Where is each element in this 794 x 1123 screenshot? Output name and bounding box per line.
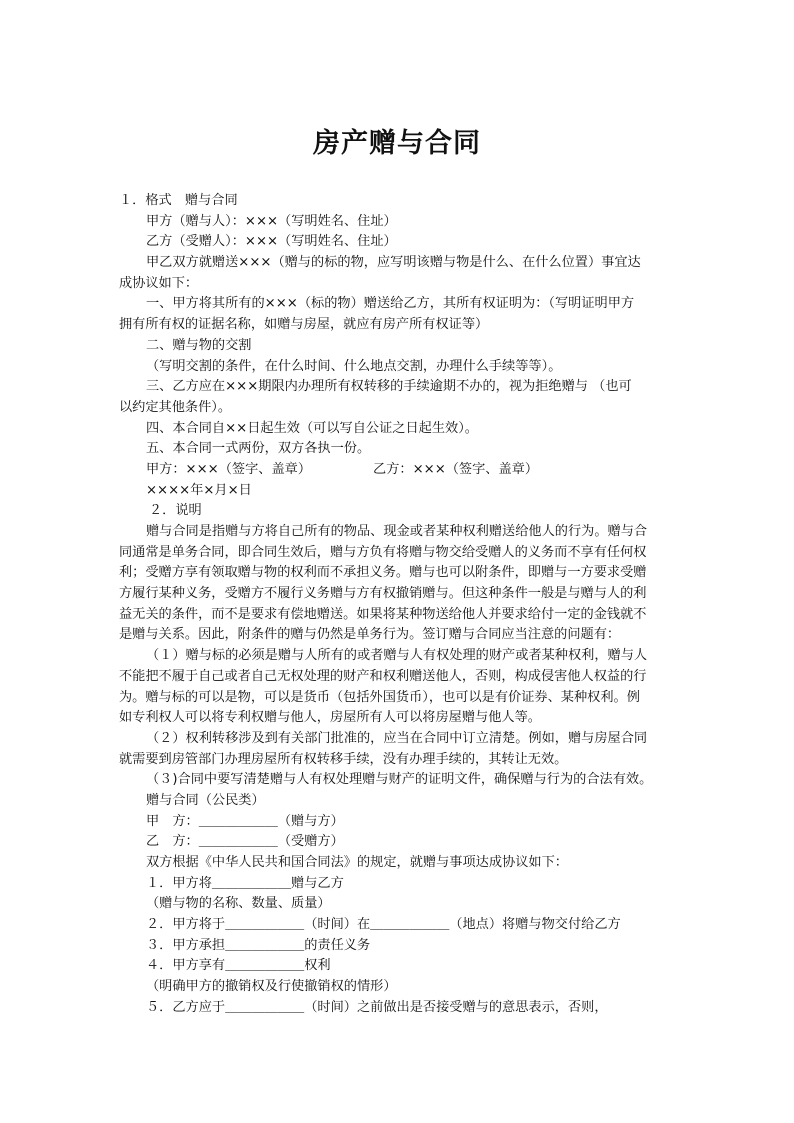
section-heading: ２．说明 <box>149 503 202 519</box>
paragraph-line: 甲乙双方就赠送×××（赠与的标的物，应写明该赠与物是什么、在什么位置）事宜达 <box>146 255 641 271</box>
clause-line: ４．甲方享有＿＿＿＿＿＿权利 <box>146 958 331 974</box>
paragraph-line: 如专利权人可以将专利权赠与他人，房屋所有人可以将房屋赠与他人等。 <box>119 710 541 726</box>
party-b-signature: 乙方：×××（签字、盖章） <box>373 461 539 477</box>
paragraph-line: （２）权利转移涉及到有关部门批准的，应当在合同中订立清楚。例如，赠与房屋合同 <box>146 730 648 746</box>
document-title: 房产赠与合同 <box>313 128 481 159</box>
paragraph-line: （３)合同中要写清楚赠与人有权处理赠与财产的证明文件，确保赠与行为的合法有效。 <box>146 772 653 788</box>
clause-note: （赠与物的名称、数量、质量） <box>146 896 331 912</box>
party-a-signature: 甲方：×××（签字、盖章） <box>146 461 312 477</box>
paragraph-line: 以约定其他条件）。 <box>119 399 232 415</box>
paragraph-line: 二、赠与物的交割 <box>146 337 252 353</box>
paragraph-line: 双方根据《中华人民共和国合同法》的规定，就赠与事项达成协议如下： <box>146 855 568 870</box>
clause-note: （明确甲方的撤销权及行使撤销权的情形） <box>146 979 397 995</box>
paragraph-line: 五、本合同一式两份，双方各执一份。 <box>146 441 371 457</box>
party-line: 乙 方：＿＿＿＿＿＿（受赠方） <box>146 834 344 850</box>
paragraph-line: 赠与合同是指赠与方将自己所有的物品、现金或者某种权利赠送给他人的行为。赠与合 <box>146 524 648 539</box>
clause-line: ３．甲方承担＿＿＿＿＿＿的责任义务 <box>146 937 371 953</box>
paragraph-line: 成协议如下： <box>119 275 199 291</box>
party-line: 甲 方：＿＿＿＿＿＿（赠与方） <box>146 813 344 829</box>
paragraph-line: 利；受赠方享有领取赠与物的权利而不承担义务。赠与也可以附条件，即赠与一方要求受赠 <box>119 565 647 581</box>
paragraph-line: 同通常是单务合同，即合同生效后，赠与方负有将赠与物交给受赠人的义务而不享有任何权 <box>119 544 647 560</box>
section-heading: 赠与合同（公民类） <box>146 792 265 808</box>
clause-line: ２．甲方将于＿＿＿＿＿＿（时间）在＿＿＿＿＿＿（地点）将赠与物交付给乙方 <box>146 917 621 933</box>
document-body <box>119 191 679 1019</box>
paragraph-line: １．格式 赠与合同 <box>119 193 238 208</box>
paragraph-line: 就需要到房管部门办理房屋所有权转移手续，没有办理手续的，其转让无效。 <box>119 751 568 767</box>
paragraph-line: 是赠与关系。因此，附条件的赠与仍然是单务行为。签订赠与合同应当注意的问题有： <box>119 627 621 643</box>
clause-line: ５．乙方应于＿＿＿＿＿＿（时间）之前做出是否接受赠与的意思表示，否则， <box>146 999 608 1015</box>
paragraph-line: 四、本合同自××日起生效（可以写自公证之日起生效）。 <box>146 420 478 436</box>
paragraph-line: 一、甲方将其所有的×××（标的物）赠送给乙方，其所有权证明为：（写明证明甲方 <box>146 296 635 312</box>
signature-line <box>119 460 679 481</box>
paragraph-line: 不能把不履于自己或者自己无权处理的财产和权利赠送他人，否则，构成侵害他人权益的行 <box>119 668 647 684</box>
paragraph-line: 益无关的条件，而不是要求有偿地赠送。如果将某种物送给他人并要求给付一定的金钱就不 <box>119 606 647 622</box>
paragraph-line: （写明交割的条件，在什么时间、什么地点交割，办理什么手续等等）。 <box>146 358 562 374</box>
date-line: ××××年×月×日 <box>146 482 252 498</box>
clause-line: １．甲方将＿＿＿＿＿＿赠与乙方 <box>146 875 344 891</box>
paragraph-line: （１）赠与标的必须是赠与人所有的或者赠与人有权处理的财产或者某种权利，赠与人 <box>146 648 648 664</box>
paragraph-line: 方履行某种义务，受赠方不履行义务赠与方有权撤销赠与。但这种条件一般是与赠与人的利 <box>119 586 647 602</box>
paragraph-line: 拥有所有权的证据名称，如赠与房屋，就应有房产所有权证等） <box>119 317 489 333</box>
paragraph-line: 乙方（受赠人）：×××（写明姓名、住址） <box>146 234 397 250</box>
paragraph-line: 三、乙方应在×××期限内办理所有权转移的手续逾期不办的，视为拒绝赠与 （也可 <box>146 379 632 395</box>
paragraph-line: 甲方（赠与人）：×××（写明姓名、住址） <box>146 213 397 229</box>
paragraph-line: 为。赠与标的可以是物，可以是货币（包括外国货币），也可以是有价证券、某种权利。例 <box>119 689 640 705</box>
